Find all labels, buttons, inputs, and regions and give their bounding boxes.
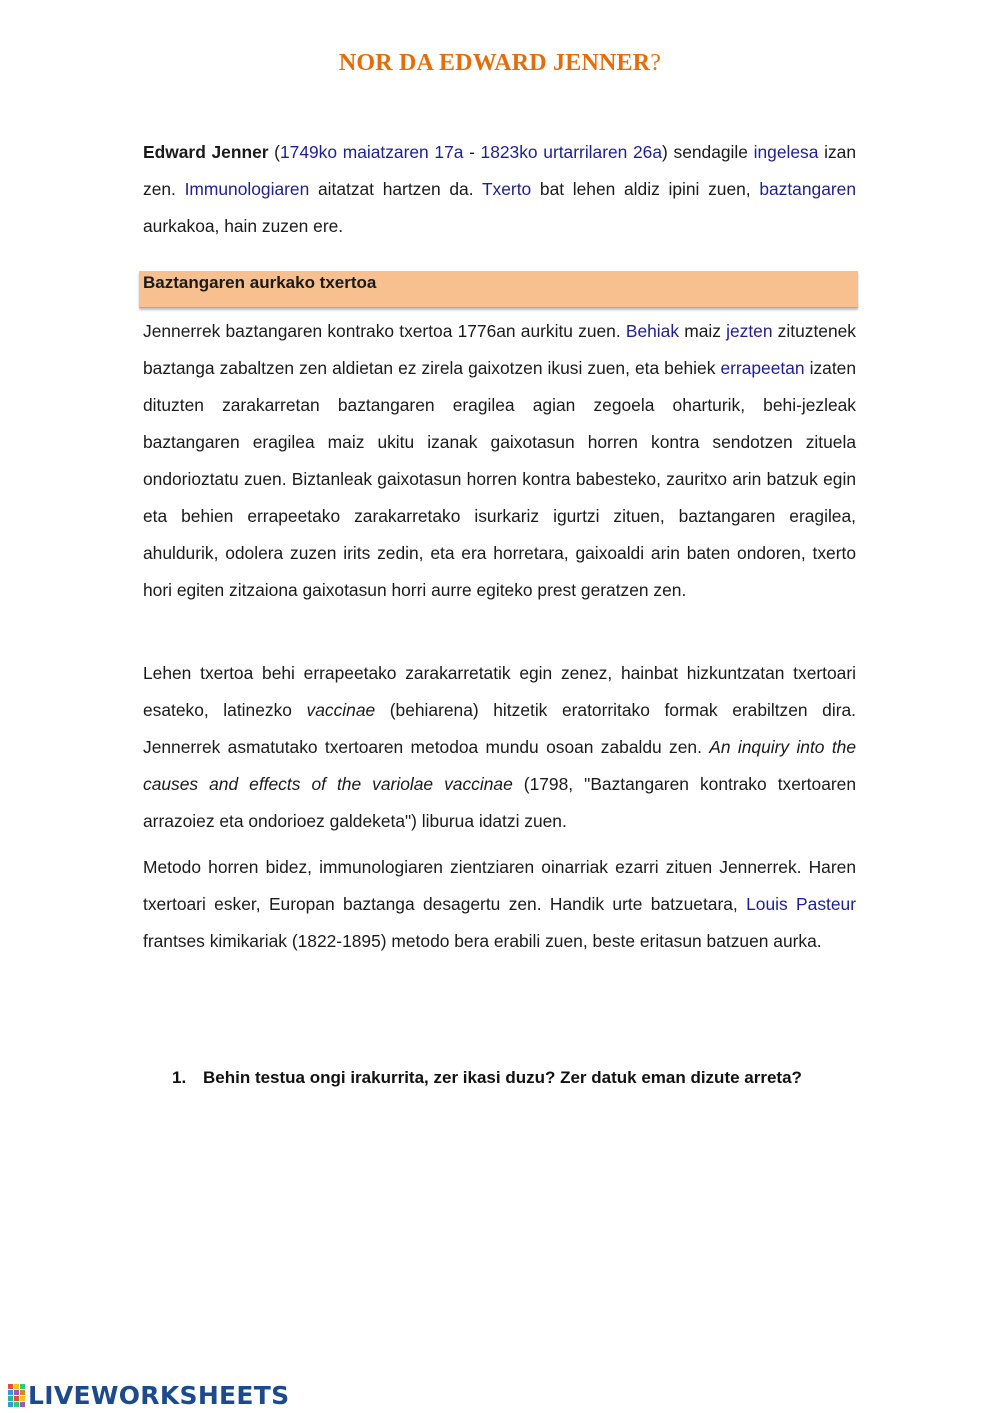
page-title xyxy=(0,50,1000,77)
para-text: Jennerrek baztangaren kontrako txertoa 1776an aurkitu zuen. xyxy=(143,321,626,341)
ingelesa-link[interactable]: ingelesa xyxy=(753,142,819,162)
para-text: frantses kimikariak (1822-1895) metodo bera erabili zuen, beste eritasun batzuen aurka. xyxy=(143,931,822,951)
intro-text: sendagile xyxy=(667,142,754,162)
para-text: zituztenek baztanga zabaltzen zen aldietan ez zirela gaixotzen ikusi zuen, eta behiek xyxy=(143,321,856,378)
para-text: Lehen txertoa behi errapeetako zarakarretatik egin zenez, hainbat hizkuntzatan txertoari esateko, latinezko xyxy=(143,663,856,720)
para-text: Metodo horren bidez, immunologiaren zientziaren oinarriak ezarri zituen Jennerrek. Haren txertoari esker, Europan baztanga desagertu zen. Handik urte batzuetara, xyxy=(143,857,856,914)
intro-paragraph xyxy=(143,134,856,245)
intro-text: aitatzat hartzen da. xyxy=(309,179,482,199)
behiak-link[interactable]: Behiak xyxy=(625,321,680,341)
paragraph-1 xyxy=(143,313,856,609)
louis-pasteur-link[interactable]: Louis Pasteur xyxy=(746,894,856,914)
title-text: NOR DA EDWARD JENNER xyxy=(338,50,651,76)
errapeetan-link[interactable]: errapeetan xyxy=(720,358,805,378)
section-heading-banner xyxy=(139,271,858,308)
birth-date-link[interactable]: 1749ko maiatzaren 17a xyxy=(279,142,464,162)
intro-text: - xyxy=(463,142,481,162)
vaccinae-term: vaccinae xyxy=(306,700,376,720)
question-1 xyxy=(172,1068,802,1088)
book-title: An inquiry into the causes and effects of the variolae vaccinae xyxy=(143,737,856,794)
para-text: (behiarena) hitzetik eratorritako formak erabiltzen dira. Jennerrek asmatutako txertoaren metodoa mundu osoan zabaldu zen. xyxy=(143,700,856,757)
paragraph-3 xyxy=(143,849,856,960)
txerto-link[interactable]: Txerto xyxy=(481,179,532,199)
intro-text: ) xyxy=(662,142,668,162)
intro-text: bat lehen aldiz ipini zuen, xyxy=(531,179,760,199)
paragraph-2 xyxy=(143,655,856,840)
liveworksheets-logo xyxy=(8,1380,289,1410)
immunologiaren-link[interactable]: Immunologiaren xyxy=(184,179,310,199)
question-text: Behin testua ongi irakurrita, zer ikasi duzu? Zer datuk eman dizute arreta? xyxy=(203,1068,802,1087)
question-number: 1. xyxy=(172,1068,187,1087)
para-text: izaten dituzten zarakarretan baztangaren eragilea agian zegoela oharturik, behi-jezleak baztangaren eragilea maiz ukitu izanak gaixotasun horren kontra sendotzen zituela ondorioztatu zuen. Biztanleak gaixotasun horren kontra babesteko, zauritxo arin batzuk egin eta behien errapeetako zarakarretako isurkariz igurtzi zituen, baztangaren eragilea, ahuldurik, odolera zuzen irits zedin, eta era horretara, gaixoaldi arin baten ondoren, txerto hori egiten zitzaiona gaixotasun horri aurre egiteko prest geratzen zen. xyxy=(143,358,856,600)
para-text: maiz xyxy=(679,321,727,341)
death-date-link[interactable]: 1823ko urtarrilaren 26a xyxy=(480,142,663,162)
title-question-mark: ? xyxy=(650,50,662,76)
intro-text: ( xyxy=(268,142,280,162)
intro-text: aurkakoa, hain zuzen ere. xyxy=(143,216,344,236)
section-heading: Baztangaren aurkako txertoa xyxy=(143,273,377,292)
intro-text: izan zen. xyxy=(143,142,856,199)
para-text: (1798, "Baztangaren kontrako txertoaren arrazoiez eta ondorioez galdeketa") liburua idatzi zuen. xyxy=(143,774,856,831)
jezten-link[interactable]: jezten xyxy=(726,321,773,341)
person-name: Edward Jenner xyxy=(143,142,269,162)
brand-name: LIVEWORKSHEETS xyxy=(28,1380,290,1410)
baztangaren-link[interactable]: baztangaren xyxy=(759,179,857,199)
logo-blocks-icon xyxy=(8,1384,25,1407)
